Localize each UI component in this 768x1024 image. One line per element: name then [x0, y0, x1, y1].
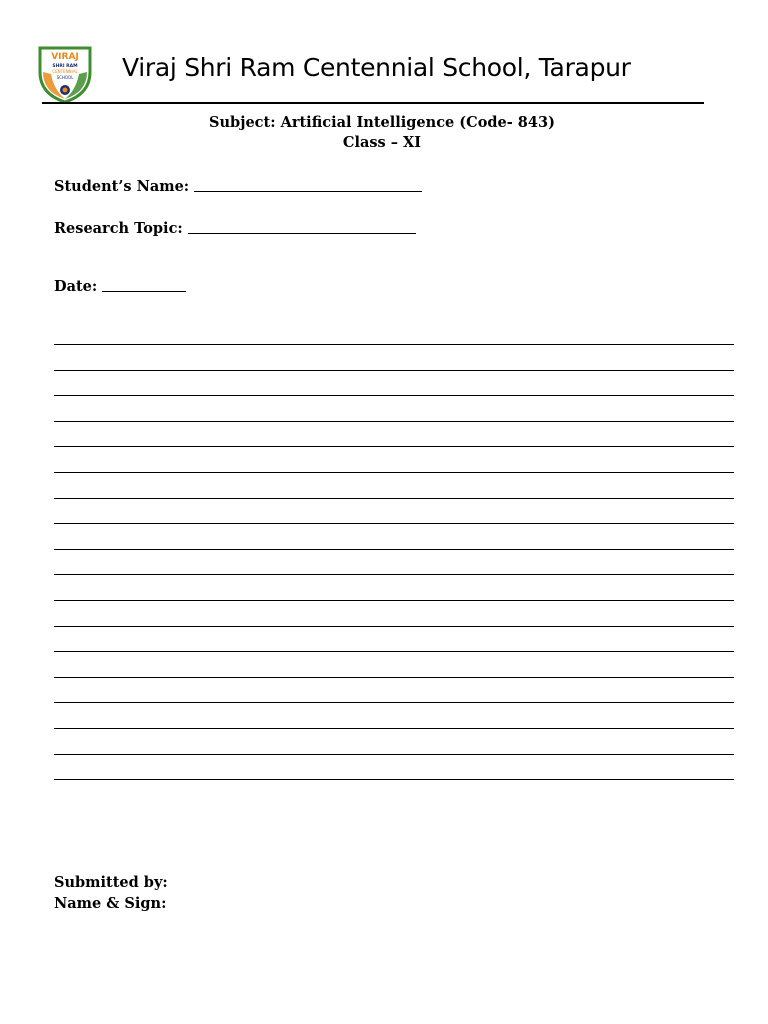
date-row	[54, 277, 186, 295]
date-blank[interactable]	[102, 277, 186, 292]
writing-line	[54, 728, 734, 754]
writing-line	[54, 677, 734, 703]
logo-text-top: VIRAJ	[51, 52, 79, 62]
writing-line	[54, 344, 734, 370]
writing-line	[54, 702, 734, 728]
logo-text-mid: SHRI RAM	[52, 64, 78, 69]
writing-line	[54, 651, 734, 677]
research-topic-row	[54, 219, 416, 237]
student-name-label: Student’s Name:	[54, 178, 190, 195]
writing-line	[54, 421, 734, 447]
class-line: Class – XI	[342, 134, 422, 151]
writing-line	[54, 754, 734, 780]
writing-line	[54, 779, 734, 805]
writing-line	[54, 523, 734, 549]
student-name-row	[54, 177, 422, 195]
header-divider	[42, 102, 704, 104]
writing-line	[54, 395, 734, 421]
school-crest-icon	[34, 42, 96, 104]
writing-line	[54, 472, 734, 498]
writing-area[interactable]	[54, 344, 734, 805]
date-label: Date:	[54, 278, 98, 295]
writing-line	[54, 370, 734, 396]
writing-line	[54, 446, 734, 472]
submitted-by-label: Submitted by:	[54, 874, 168, 891]
writing-line	[54, 498, 734, 524]
logo-text-mid2: CENTENNIAL	[52, 69, 78, 74]
name-sign-label: Name & Sign:	[54, 895, 167, 912]
writing-line	[54, 574, 734, 600]
writing-line	[54, 549, 734, 575]
school-name: Viraj Shri Ram Centennial School, Tarapur	[122, 53, 631, 82]
student-name-blank[interactable]	[194, 177, 422, 192]
subject-line: Subject: Artificial Intelligence (Code- 843)	[209, 114, 555, 131]
research-topic-label: Research Topic:	[54, 220, 183, 237]
research-topic-blank[interactable]	[188, 219, 416, 234]
writing-line	[54, 600, 734, 626]
writing-line	[54, 626, 734, 652]
logo-text-bottom: SCHOOL	[56, 75, 74, 80]
